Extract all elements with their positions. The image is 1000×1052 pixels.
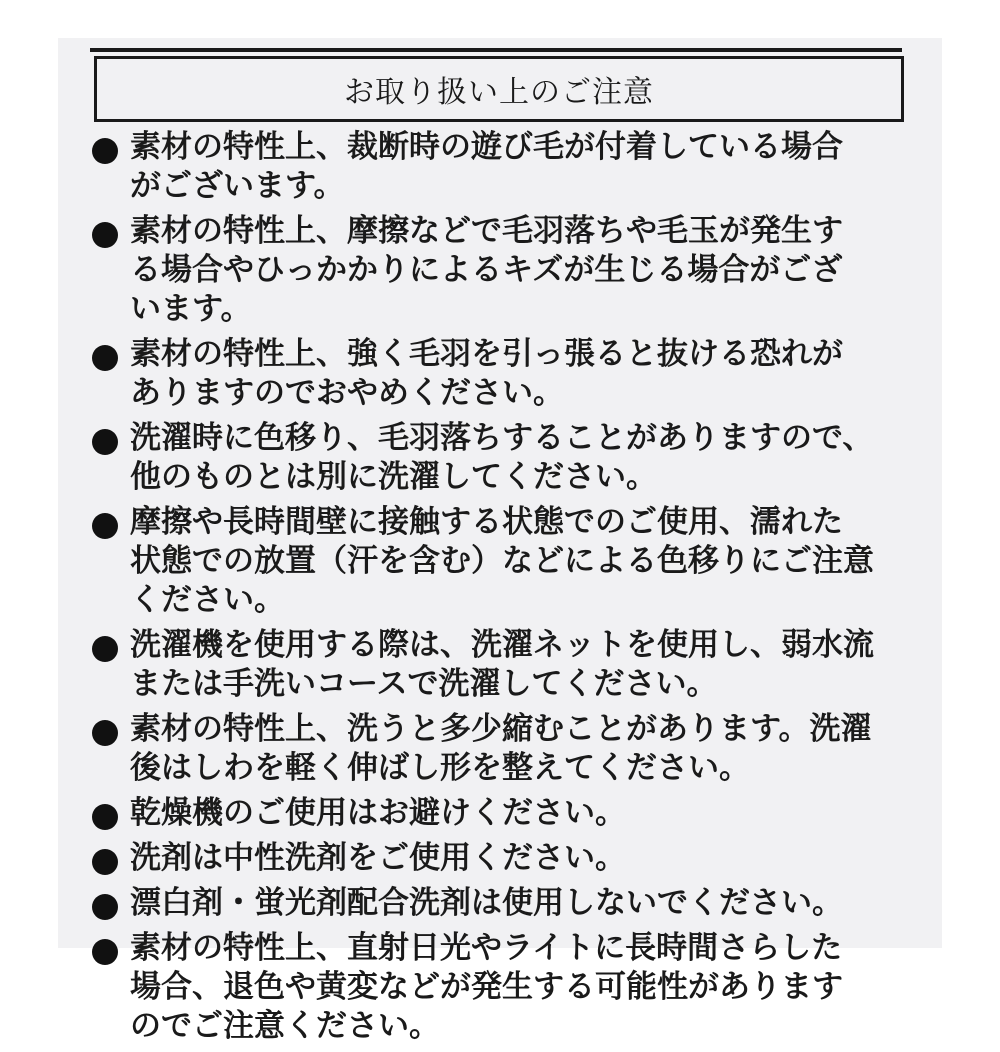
item-line: る場合やひっかかりによるキズが生じる場合がござ — [130, 252, 843, 288]
bullet-icon — [92, 849, 118, 875]
item-line: 素材の特性上、洗うと多少縮むことがあります。洗濯 — [130, 711, 872, 747]
item-line: 素材の特性上、強く毛羽を引っ張ると抜ける恐れが — [130, 336, 843, 372]
bullet-icon — [92, 138, 118, 164]
list-item — [92, 503, 942, 620]
item-line: 漂白剤・蛍光剤配合洗剤は使用しないでください。 — [130, 885, 843, 921]
item-line: 素材の特性上、摩擦などで毛羽落ちや毛玉が発生す — [130, 213, 843, 249]
title-box — [94, 56, 904, 122]
care-label — [58, 38, 942, 1044]
item-line: または手洗いコースで洗濯してください。 — [130, 666, 718, 702]
bullet-icon — [92, 804, 118, 830]
bullet-icon — [92, 894, 118, 920]
bullet-icon — [92, 720, 118, 746]
item-line: 場合、退色や黄変などが発生する可能性があります — [130, 969, 843, 1005]
list-item — [92, 710, 942, 788]
list-item — [92, 839, 942, 878]
item-line: 摩擦や長時間壁に接触する状態でのご使用、濡れた — [130, 504, 843, 540]
item-line: 素材の特性上、裁断時の遊び毛が付着している場合 — [130, 129, 843, 165]
list-item — [92, 794, 942, 833]
list-item — [92, 335, 942, 413]
bullet-icon — [92, 636, 118, 662]
item-line: のでご注意ください。 — [130, 1008, 440, 1044]
bullet-icon — [92, 345, 118, 371]
item-line: います。 — [130, 291, 252, 327]
item-line: 素材の特性上、直射日光やライトに長時間さらした — [130, 930, 843, 966]
bullet-icon — [92, 513, 118, 539]
item-line: がございます。 — [130, 168, 345, 204]
item-line: ください。 — [130, 582, 285, 618]
list-item — [92, 626, 942, 704]
list-item — [92, 884, 942, 923]
bullet-icon — [92, 222, 118, 248]
bullet-icon — [92, 939, 118, 965]
list-item — [92, 212, 942, 329]
list-item — [92, 929, 942, 1046]
list-item — [92, 128, 942, 206]
item-line: 後はしわを軽く伸ばし形を整えてください。 — [130, 750, 750, 786]
item-line: 乾燥機のご使用はお避けください。 — [130, 795, 626, 831]
item-line: 洗剤は中性洗剤をご使用ください。 — [130, 840, 626, 876]
item-line: 洗濯機を使用する際は、洗濯ネットを使用し、弱水流 — [130, 627, 874, 663]
list-item — [92, 419, 942, 497]
item-line: 洗濯時に色移り、毛羽落ちすることがありますので、 — [130, 420, 874, 456]
caution-list — [92, 128, 942, 1052]
page-title: お取り扱い上のご注意 — [344, 75, 654, 110]
bullet-icon — [92, 429, 118, 455]
item-line: 状態での放置（汗を含む）などによる色移りにご注意 — [130, 543, 874, 579]
item-line: ありますのでおやめください。 — [130, 375, 564, 411]
top-rule — [90, 48, 902, 52]
item-line: 他のものとは別に洗濯してください。 — [130, 459, 657, 495]
